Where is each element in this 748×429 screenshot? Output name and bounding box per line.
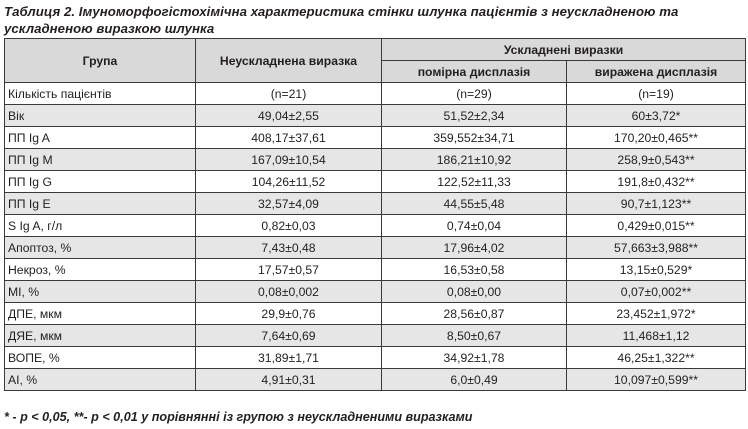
row-label-cell: Некроз, % — [5, 259, 196, 281]
severe-dysplasia-value-cell: 23,452±1,972* — [567, 303, 746, 325]
table-row — [5, 215, 746, 237]
moderate-dysplasia-value-cell: 16,53±0,58 — [382, 259, 567, 281]
table-row — [5, 127, 746, 149]
uncomplicated-value-cell: 32,57±4,09 — [196, 193, 382, 215]
moderate-dysplasia-value-cell: 44,55±5,48 — [382, 193, 567, 215]
table-row — [5, 347, 746, 369]
uncomplicated-value-cell: 17,57±0,57 — [196, 259, 382, 281]
header-moderate-dysplasia: помірна дисплазія — [382, 61, 567, 83]
uncomplicated-value-cell: 0,82±0,03 — [196, 215, 382, 237]
moderate-dysplasia-value-cell: 122,52±11,33 — [382, 171, 567, 193]
uncomplicated-value-cell: 31,89±1,71 — [196, 347, 382, 369]
uncomplicated-value-cell: 167,09±10,54 — [196, 149, 382, 171]
moderate-dysplasia-value-cell: 51,52±2,34 — [382, 105, 567, 127]
header-uncomplicated: Неускладнена виразка — [196, 39, 382, 83]
table-row — [5, 105, 746, 127]
row-label-cell: ПП Ig A — [5, 127, 196, 149]
row-label-cell: ПП Ig E — [5, 193, 196, 215]
severe-dysplasia-value-cell: 90,7±1,123** — [567, 193, 746, 215]
table-row — [5, 369, 746, 391]
uncomplicated-value-cell: 7,64±0,69 — [196, 325, 382, 347]
severe-dysplasia-value-cell: 11,468±1,12 — [567, 325, 746, 347]
moderate-dysplasia-value-cell: 8,50±0,67 — [382, 325, 567, 347]
severe-dysplasia-value-cell: 46,25±1,322** — [567, 347, 746, 369]
table-row — [5, 193, 746, 215]
table-footnote: * - p < 0,05, **- p < 0,01 у порівнянні із групою з неускладненими виразками — [4, 410, 473, 424]
severe-dysplasia-value-cell: (n=19) — [567, 83, 746, 105]
table-row — [5, 281, 746, 303]
uncomplicated-value-cell: 4,91±0,31 — [196, 369, 382, 391]
moderate-dysplasia-value-cell: (n=29) — [382, 83, 567, 105]
table-row — [5, 325, 746, 347]
severe-dysplasia-value-cell: 0,429±0,015** — [567, 215, 746, 237]
moderate-dysplasia-value-cell: 0,08±0,00 — [382, 281, 567, 303]
moderate-dysplasia-value-cell: 6,0±0,49 — [382, 369, 567, 391]
moderate-dysplasia-value-cell: 34,92±1,78 — [382, 347, 567, 369]
moderate-dysplasia-value-cell: 28,56±0,87 — [382, 303, 567, 325]
data-table — [4, 38, 746, 391]
header-group: Група — [5, 39, 196, 83]
severe-dysplasia-value-cell: 13,15±0,529* — [567, 259, 746, 281]
row-label-cell: Апоптоз, % — [5, 237, 196, 259]
table-header — [5, 39, 746, 83]
table-row — [5, 303, 746, 325]
row-label-cell: ДЯЕ, мкм — [5, 325, 196, 347]
table-row — [5, 149, 746, 171]
uncomplicated-value-cell: 408,17±37,61 — [196, 127, 382, 149]
table-caption: Таблиця 2. Імуноморфогістохімічна характеристика стінки шлунка пацієнтів з неускладненою та ускладненою виразкою шлунка — [4, 4, 679, 36]
moderate-dysplasia-value-cell: 359,552±34,71 — [382, 127, 567, 149]
moderate-dysplasia-value-cell: 17,96±4,02 — [382, 237, 567, 259]
row-label-cell: S Ig A, г/л — [5, 215, 196, 237]
table-row — [5, 237, 746, 259]
row-label-cell: AI, % — [5, 369, 196, 391]
row-label-cell: ПП Ig M — [5, 149, 196, 171]
row-label-cell: ПП Ig G — [5, 171, 196, 193]
table-row — [5, 83, 746, 105]
table-body — [5, 83, 746, 391]
header-complicated: Ускладнені виразки — [382, 39, 746, 61]
severe-dysplasia-value-cell: 191,8±0,432** — [567, 171, 746, 193]
header-row-top — [5, 39, 746, 61]
moderate-dysplasia-value-cell: 0,74±0,04 — [382, 215, 567, 237]
row-label-cell: Вік — [5, 105, 196, 127]
uncomplicated-value-cell: 104,26±11,52 — [196, 171, 382, 193]
severe-dysplasia-value-cell: 60±3,72* — [567, 105, 746, 127]
severe-dysplasia-value-cell: 57,663±3,988** — [567, 237, 746, 259]
severe-dysplasia-value-cell: 170,20±0,465** — [567, 127, 746, 149]
row-label-cell: MI, % — [5, 281, 196, 303]
severe-dysplasia-value-cell: 10,097±0,599** — [567, 369, 746, 391]
table-row — [5, 171, 746, 193]
severe-dysplasia-value-cell: 0,07±0,002** — [567, 281, 746, 303]
row-label-cell: ДПЕ, мкм — [5, 303, 196, 325]
row-label-cell: ВОПЕ, % — [5, 347, 196, 369]
row-label-cell: Кількість пацієнтів — [5, 83, 196, 105]
uncomplicated-value-cell: 7,43±0,48 — [196, 237, 382, 259]
uncomplicated-value-cell: 49,04±2,55 — [196, 105, 382, 127]
uncomplicated-value-cell: (n=21) — [196, 83, 382, 105]
header-severe-dysplasia: виражена дисплазія — [567, 61, 746, 83]
moderate-dysplasia-value-cell: 186,21±10,92 — [382, 149, 567, 171]
uncomplicated-value-cell: 29,9±0,76 — [196, 303, 382, 325]
uncomplicated-value-cell: 0,08±0,002 — [196, 281, 382, 303]
table-row — [5, 259, 746, 281]
severe-dysplasia-value-cell: 258,9±0,543** — [567, 149, 746, 171]
